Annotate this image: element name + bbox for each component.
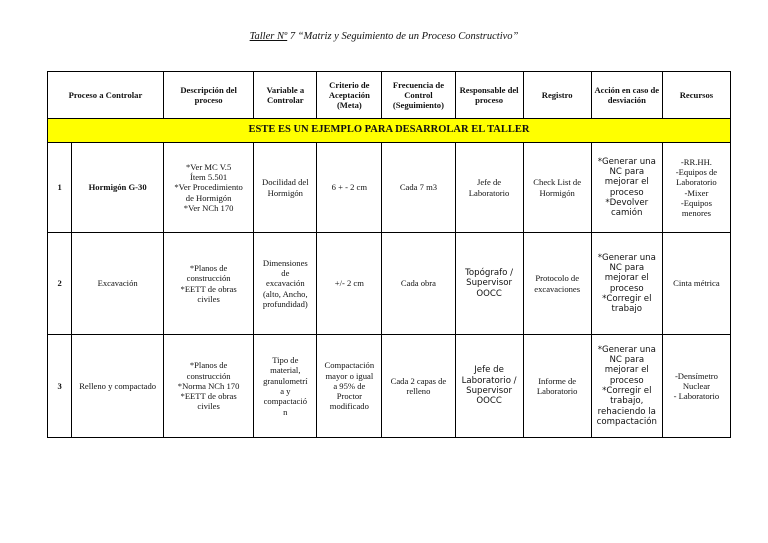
cell-line: camión	[611, 208, 643, 219]
cell-line: Informe de	[538, 375, 577, 386]
cell-line: *Corregir el	[602, 293, 652, 304]
cell-line: material,	[270, 365, 301, 376]
cell-line: *Generar una	[597, 156, 656, 167]
cell-line: *EETT de obras	[180, 391, 237, 402]
row-criterio	[317, 143, 382, 233]
cell-line: Cada 7 m3	[399, 182, 438, 193]
header-variable: Variable a Controlar	[254, 72, 317, 119]
row-proceso: Relleno y compactado	[72, 335, 163, 438]
cell-line: compactación	[596, 416, 657, 427]
header-accion: Acción en caso de desviación	[591, 72, 662, 119]
row-responsable	[455, 233, 523, 335]
header-descripcion: Descripción del proceso	[163, 72, 253, 119]
row-frecuencia	[382, 143, 455, 233]
row-frecuencia	[382, 335, 455, 438]
title-underlined: Taller Nº	[249, 31, 288, 42]
cell-line: Cinta métrica	[673, 278, 720, 289]
row-number: 3	[48, 335, 72, 438]
header-frecuencia: Frecuencia de Control (Seguimiento)	[382, 72, 455, 119]
row-responsable	[455, 335, 523, 438]
cell-line: Laboratorio	[536, 386, 578, 396]
cell-line: NC para	[609, 262, 645, 273]
cell-line: -RR.HH.	[680, 156, 712, 167]
header-registro: Registro	[523, 72, 591, 119]
cell-line: Check List de	[533, 177, 582, 188]
row-accion	[591, 233, 662, 335]
cell-line: (alto, Ancho,	[263, 288, 308, 299]
cell-line: trabajo,	[610, 396, 644, 407]
cell-line: excavación	[266, 278, 305, 289]
cell-line: *Ver NCh 170	[183, 202, 234, 213]
cell-line: Tipo de	[272, 355, 299, 366]
row-responsable	[455, 143, 523, 233]
cell-line: mejorar el	[604, 177, 649, 188]
cell-line: Jefe de	[477, 177, 502, 188]
cell-line: Cada 2 capas de	[390, 375, 447, 386]
cell-line: *Ver MC V.5	[185, 161, 232, 172]
cell-line: mayor o igual	[325, 370, 374, 381]
cell-line: proceso	[609, 375, 644, 386]
cell-line: Laboratorio	[468, 187, 510, 198]
row-number: 2	[48, 233, 72, 335]
cell-line: Cada obra	[400, 278, 436, 289]
cell-line: *Devolver	[605, 197, 649, 208]
cell-line: - Laboratorio	[673, 391, 720, 402]
example-banner: ESTE ES UN EJEMPLO PARA DESARROLAR EL TALLER	[48, 119, 731, 143]
cell-line: proceso	[609, 283, 644, 294]
row-recursos	[662, 335, 730, 438]
title-rest: 7 “Matriz y Seguimiento de un Proceso Constructivo”	[287, 31, 519, 42]
cell-line: mejorar el	[604, 365, 649, 376]
cell-line: OOCC	[476, 396, 502, 407]
cell-line: rehaciendo la	[597, 406, 656, 417]
row-criterio	[317, 233, 382, 335]
row-accion	[591, 335, 662, 438]
cell-line: *Planos de	[189, 360, 228, 371]
cell-line: OOCC	[476, 288, 502, 299]
cell-line: *Generar una	[597, 252, 656, 263]
cell-line: *Corregir el	[602, 386, 652, 396]
cell-line: -Equipos	[680, 197, 712, 208]
cell-line: profundidad)	[262, 298, 308, 309]
header-proceso: Proceso a Controlar	[48, 72, 164, 119]
cell-line: menores	[681, 208, 711, 219]
cell-line: Ítem 5.501	[189, 172, 228, 183]
cell-line: civiles	[197, 293, 220, 304]
cell-line: relleno	[406, 386, 431, 396]
cell-line: Jefe de	[474, 365, 504, 376]
cell-line: mejorar el	[604, 273, 649, 284]
cell-line: granulometrí	[263, 375, 308, 386]
header-row	[48, 72, 731, 119]
row-number: 1	[48, 143, 72, 233]
cell-line: -Mixer	[684, 187, 709, 198]
cell-line: construcción	[186, 370, 231, 381]
table-row	[48, 143, 731, 233]
cell-line: n	[283, 406, 288, 417]
cell-line: de Hormigón	[185, 192, 232, 203]
row-accion	[591, 143, 662, 233]
cell-line: compactació	[263, 396, 308, 407]
row-proceso: Excavación	[72, 233, 163, 335]
cell-line: *Ver Procedimiento	[174, 182, 243, 193]
cell-line: Docilidad del	[262, 177, 309, 188]
cell-line: Protocolo de	[535, 273, 580, 284]
cell-line: *Generar una	[597, 344, 656, 355]
cell-line: Hormigón	[267, 187, 303, 198]
cell-line: 6 + - 2 cm	[331, 182, 368, 193]
cell-line: excavaciones	[534, 283, 581, 294]
cell-line: de	[281, 268, 290, 279]
cell-line: -Densímetro	[674, 370, 718, 381]
table-row	[48, 233, 731, 335]
cell-line: modificado	[329, 401, 369, 412]
cell-line: a y	[280, 386, 291, 396]
cell-line: Supervisor	[466, 386, 513, 396]
cell-line: *Norma NCh 170	[177, 380, 240, 391]
row-registro	[523, 335, 591, 438]
row-frecuencia	[382, 233, 455, 335]
row-recursos	[662, 233, 730, 335]
cell-line: civiles	[197, 401, 220, 412]
row-variable	[254, 143, 317, 233]
cell-line: Topógrafo /	[465, 268, 514, 279]
control-matrix-table	[47, 71, 731, 438]
cell-line: proceso	[609, 187, 644, 198]
cell-line: -Equipos de	[675, 166, 718, 177]
header-criterio: Criterio de Aceptación (Meta)	[317, 72, 382, 119]
table-row	[48, 335, 731, 438]
header-recursos: Recursos	[662, 72, 730, 119]
row-descripcion	[163, 335, 253, 438]
row-descripcion	[163, 233, 253, 335]
cell-line: Proctor	[336, 391, 362, 402]
cell-line: Laboratorio	[676, 177, 717, 188]
cell-line: Hormigón	[539, 187, 575, 198]
cell-line: *EETT de obras	[180, 283, 237, 294]
cell-line: Supervisor	[466, 278, 513, 289]
cell-line: Laboratorio /	[461, 375, 517, 386]
row-variable	[254, 335, 317, 438]
cell-line: Compactación	[324, 360, 375, 371]
row-registro	[523, 233, 591, 335]
document-title	[0, 31, 768, 42]
row-variable	[254, 233, 317, 335]
cell-line: *Planos de	[189, 262, 228, 273]
row-proceso: Hormigón G-30	[72, 143, 163, 233]
cell-line: Dimensiones	[262, 257, 308, 268]
header-responsable: Responsable del proceso	[455, 72, 523, 119]
row-criterio	[317, 335, 382, 438]
cell-line: +/- 2 cm	[334, 278, 364, 289]
cell-line: Nuclear	[682, 380, 711, 391]
cell-line: NC para	[609, 166, 645, 177]
cell-line: a 95% de	[333, 380, 366, 391]
row-recursos	[662, 143, 730, 233]
cell-line: NC para	[609, 355, 645, 366]
cell-line: construcción	[186, 273, 231, 284]
row-descripcion	[163, 143, 253, 233]
cell-line: trabajo	[611, 304, 643, 315]
row-registro	[523, 143, 591, 233]
example-banner-row	[48, 119, 731, 143]
